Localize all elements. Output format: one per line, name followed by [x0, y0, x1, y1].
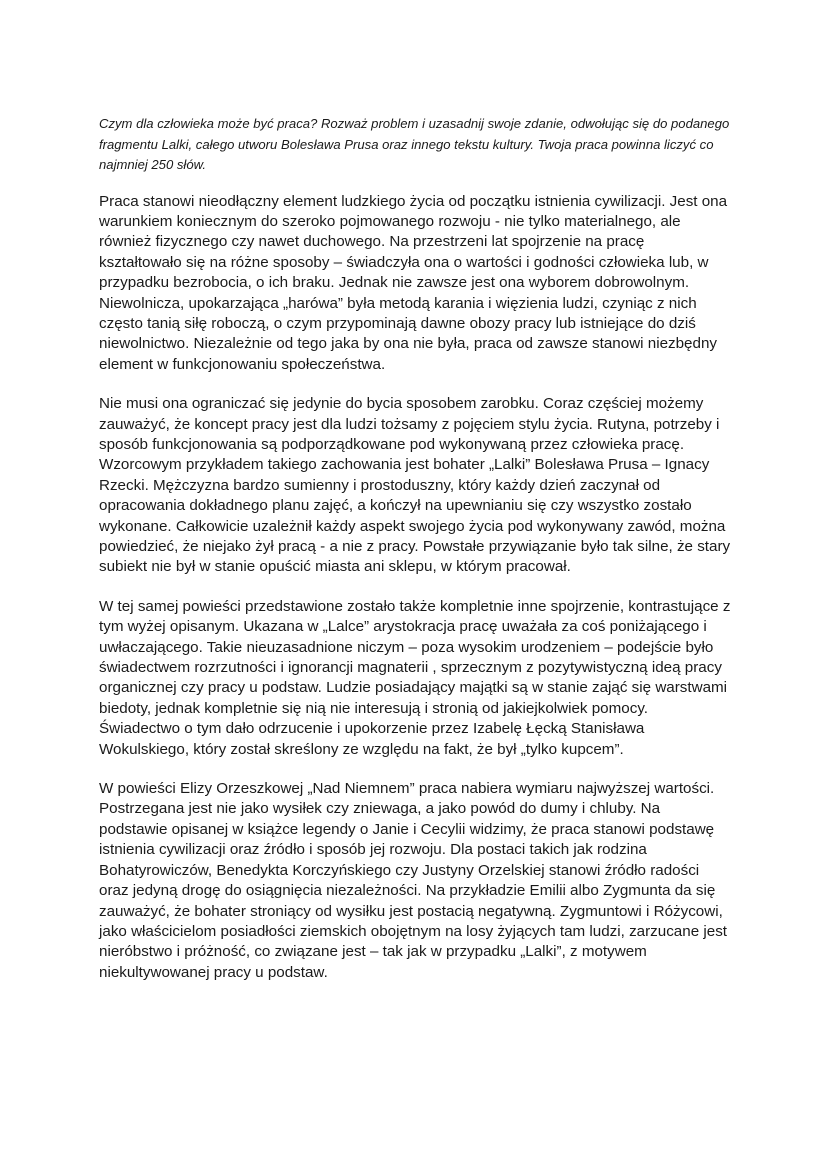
paragraph-2: Nie musi ona ograniczać się jedynie do bycia sposobem zarobku. Coraz częściej możemy zauważyć, że koncept pracy jest dla ludzi tożsamy z pojęciem stylu życia. Rutyna, potrzeby i sposób funkcjonowania są podporządkowane pod wykonywaną przez człowieka pracę. Wzorcowym przykładem takiego zachowania jest bohater „Lalki” Bolesława Prusa – Ignacy Rzecki. Mężczyzna bardzo sumienny i prostoduszny, który każdy dzień zaczynał od opracowania dokładnego planu zajęć, a kończył na upewnianiu się czy wszystko zostało wykonane. Całkowicie uzależnił każdy aspekt swojego życia pod wykonywany zawód, można powiedzieć, że niejako żył pracą - a nie z pracy. Powstałe przywiązanie było tak silne, że stary subiekt nie był w stanie opuścić miasta ani sklepu, w którym pracował.: [99, 395, 731, 576]
essay-prompt: Czym dla człowieka może być praca? Rozważ problem i uzasadnij swoje zdanie, odwołując się do podanego fragmentu Lalki, całego utworu Bolesława Prusa oraz innego tekstu kultury. Twoja praca powinna liczyć co najmniej 250 słów.: [99, 116, 730, 172]
document-body: [99, 114, 731, 1002]
paragraph-1: Praca stanowi nieodłączny element ludzkiego życia od początku istnienia cywilizacji. Jest ona warunkiem koniecznym do szeroko pojmowanego rozwoju - nie tylko materialnego, ale również fizycznego czy nawet duchowego. Na przestrzeni lat spojrzenie na pracę kształtowało się na różne sposoby – świadczyła ona o wartości i godności człowieka lub, w przypadku bezrobocia, o ich braku. Jednak nie zawsze jest ona wyborem dobrowolnym. Niewolnicza, upokarzająca „harówa” była metodą karania i więzienia ludzi, czyniąc z nich często tanią siłę roboczą, o czym przypominają dawne obozy pracy lub istniejące do dziś niewolnictwo. Niezależnie od tego jaka by ona nie była, praca od zawsze stanowi niezbędny element w funkcjonowaniu społeczeństwa.: [99, 192, 728, 373]
paragraph-4: W powieści Elizy Orzeszkowej „Nad Niemnem” praca nabiera wymiaru najwyższej wartości. Postrzegana jest nie jako wysiłek czy zniewaga, a jako powód do dumy i chluby. Na podstawie opisanej w książce legendy o Janie i Cecylii widzimy, że praca stanowi podstawę istnienia cywilizacji oraz źródło i sposób jej rozwoju. Dla postaci takich jak rodzina Bohatyrowiczów, Benedykta Korczyńskiego czy Justyny Orzelskiej stanowi źródło radości oraz jedyną drogę do osiągnięcia niezależności. Na przykładzie Emilii albo Zygmunta da się zauważyć, że bohater stroniący od wysiłku jest postacią negatywną. Zygmuntowi i Różycowi, jako właścicielom posiadłości ziemskich obojętnym na losy żyjących tam ludzi, zarzucane jest nieróbstwo i próżność, co związane jest – tak jak w przypadku „Lalki”, z motywem niekultywowanej pracy u podstaw.: [99, 780, 728, 981]
paragraph-3: W tej samej powieści przedstawione zostało także kompletnie inne spojrzenie, kontrastujące z tym wyżej opisanym. Ukazana w „Lalce” arystokracja pracę uważała za coś poniżającego i uwłaczającego. Takie nieuzasadnione niczym – poza wysokim urodzeniem – podejście było świadectwem rozrzutności i ignorancji magnaterii , sprzecznym z pozytywistyczną ideą pracy organicznej czy pracy u podstaw. Ludzie posiadający majątki są w stanie zająć się warstwami biedoty, jednak kompletnie się nią nie interesują i stronią od jakiejkolwiek pomocy. Świadectwo o tym dało odrzucenie i upokorzenie przez Izabelę Łęcką Stanisława Wokulskiego, który został skreślony ze względu na fakt, że był „tylko kupcem”.: [99, 597, 731, 758]
